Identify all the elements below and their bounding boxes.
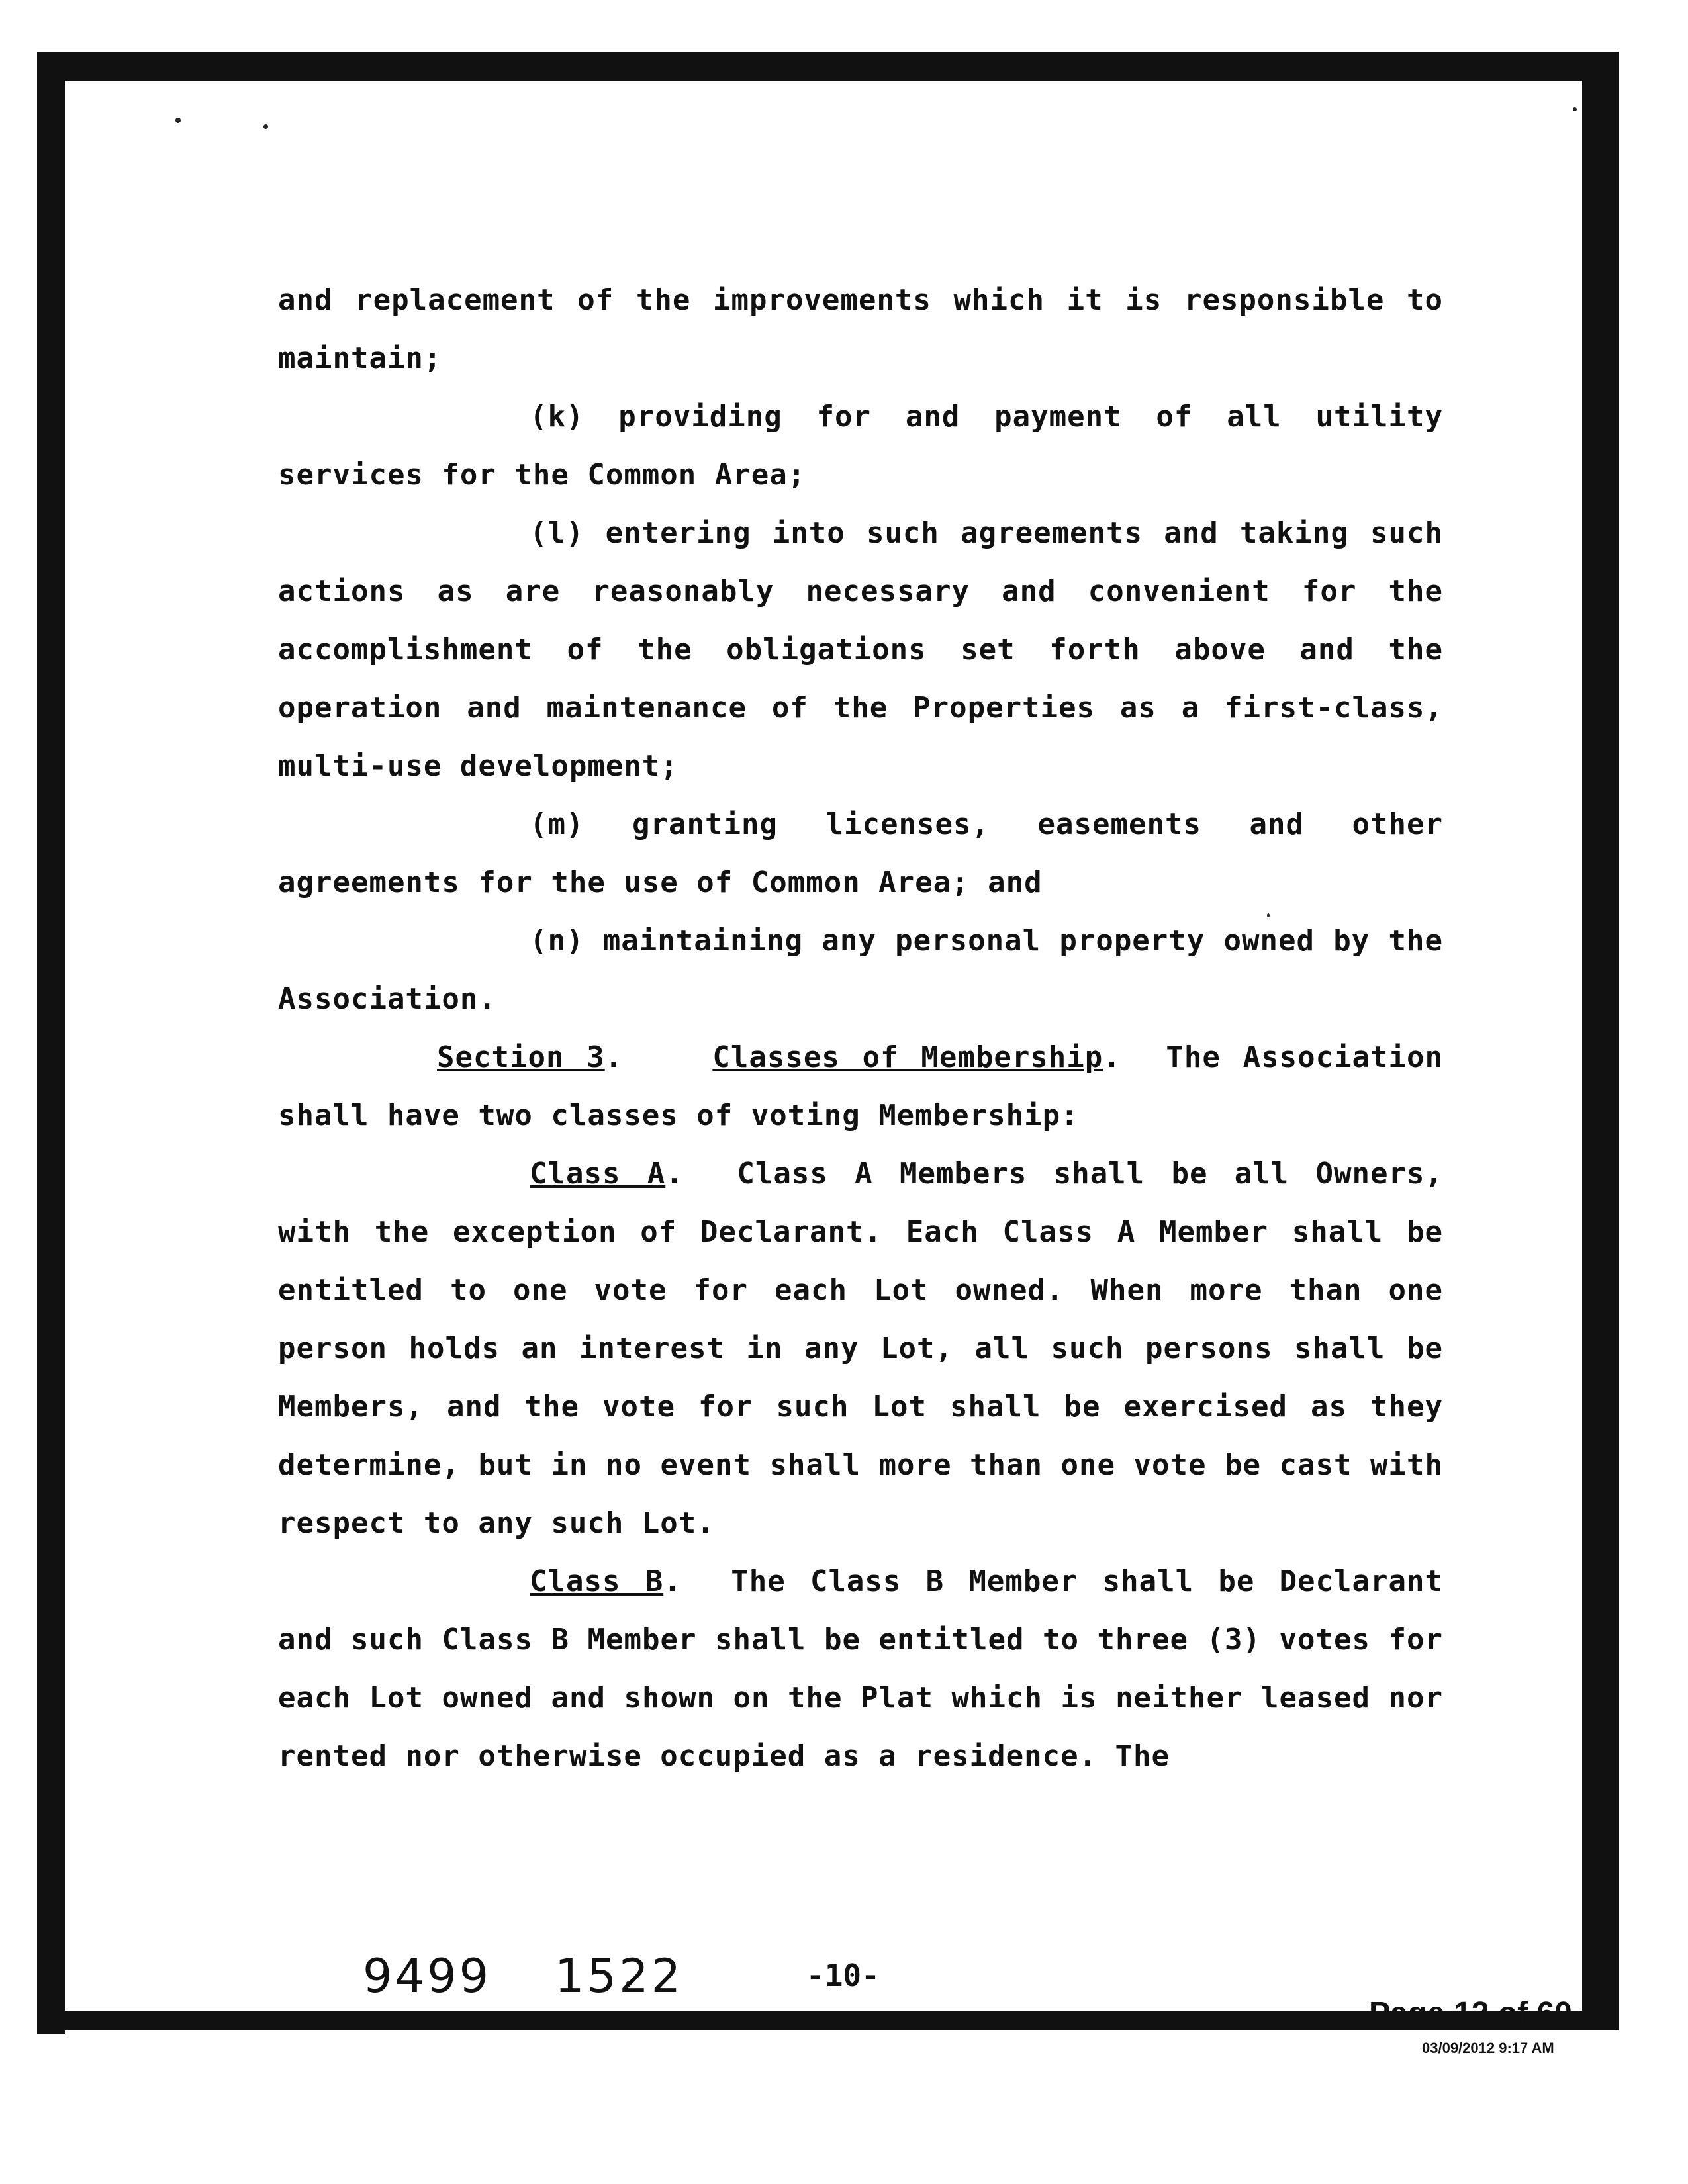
scan-border-right	[1582, 52, 1619, 2030]
class-b-text: The Class B Member shall be Declarant and such Class B Member shall be entitled to three (3) votes for each Lot owned and shown on the Plat which is neither leased nor rented nor otherwise occupied as a residence. The	[278, 1565, 1443, 1773]
section-3-label: Section 3	[437, 1040, 605, 1074]
section-3-title: Classes of Membership	[712, 1040, 1103, 1074]
paragraph-item-n: (n) maintaining any personal property owned by the Association.	[278, 924, 1443, 1016]
paragraph-item-l: (l) entering into such agreements and taking such actions as are reasonably necessary and convenient for the accomplishment of the obligations set forth above and the operation and maintenance of the Properties as a first-class, multi-use development;	[278, 516, 1443, 783]
class-b-label: Class B	[530, 1565, 664, 1598]
class-a-paragraph: Class A. Class A Members shall be all Owners, with the exception of Declarant. Each Class A Member shall be entitled to one vote for each Lot owned. When more than one person holds an interest in any Lot, all such persons shall be Members, and the vote for such Lot shall be exercised as they determine, but in no event shall more than one vote be cast with respect to any such Lot.	[278, 1157, 1443, 1540]
book-number: 9499	[363, 1949, 492, 2003]
paragraph-item-m: (m) granting licenses, easements and other agreements for the use of Common Area; and	[278, 807, 1443, 899]
scan-speck	[175, 118, 181, 123]
stamp-datetime: 03/09/2012 9:17 AM	[1422, 2040, 1554, 2056]
document-body	[278, 271, 1443, 1786]
class-b-paragraph: Class B. The Class B Member shall be Declarant and such Class B Member shall be entitled to three (3) votes for each Lot owned and shown on the Plat which is neither leased nor rented nor otherwise occupied as a residence. The	[278, 1565, 1443, 1773]
class-a-text: Class A Members shall be all Owners, with the exception of Declarant. Each Class A Member shall be entitled to one vote for each Lot owned. When more than one person holds an interest in any Lot, all such persons shall be Members, and the vote for such Lot shall be exercised as they determine, but in no event shall more than one vote be cast with respect to any such Lot.	[278, 1157, 1443, 1540]
section-3-paragraph: Section 3. Classes of Membership. The Association shall have two classes of voting Membership:	[278, 1040, 1444, 1132]
scan-border-left	[37, 52, 65, 2034]
scan-border-top	[37, 52, 1619, 81]
scan-speck	[1573, 107, 1577, 111]
paragraph-item-k: (k) providing for and payment of all utility services for the Common Area;	[278, 400, 1443, 492]
stamp-page-label: Page 12 of 60	[1369, 1996, 1572, 2031]
paragraph-continuation: and replacement of the improvements which it is responsible to maintain;	[278, 283, 1443, 375]
page-reference: 1522	[555, 1949, 684, 2003]
class-a-label: Class A	[530, 1157, 666, 1191]
scan-speck	[263, 124, 268, 129]
section-3-text: The Association shall have two classes of voting Membership:	[278, 1040, 1444, 1132]
page-number: -10-	[806, 1958, 880, 1993]
